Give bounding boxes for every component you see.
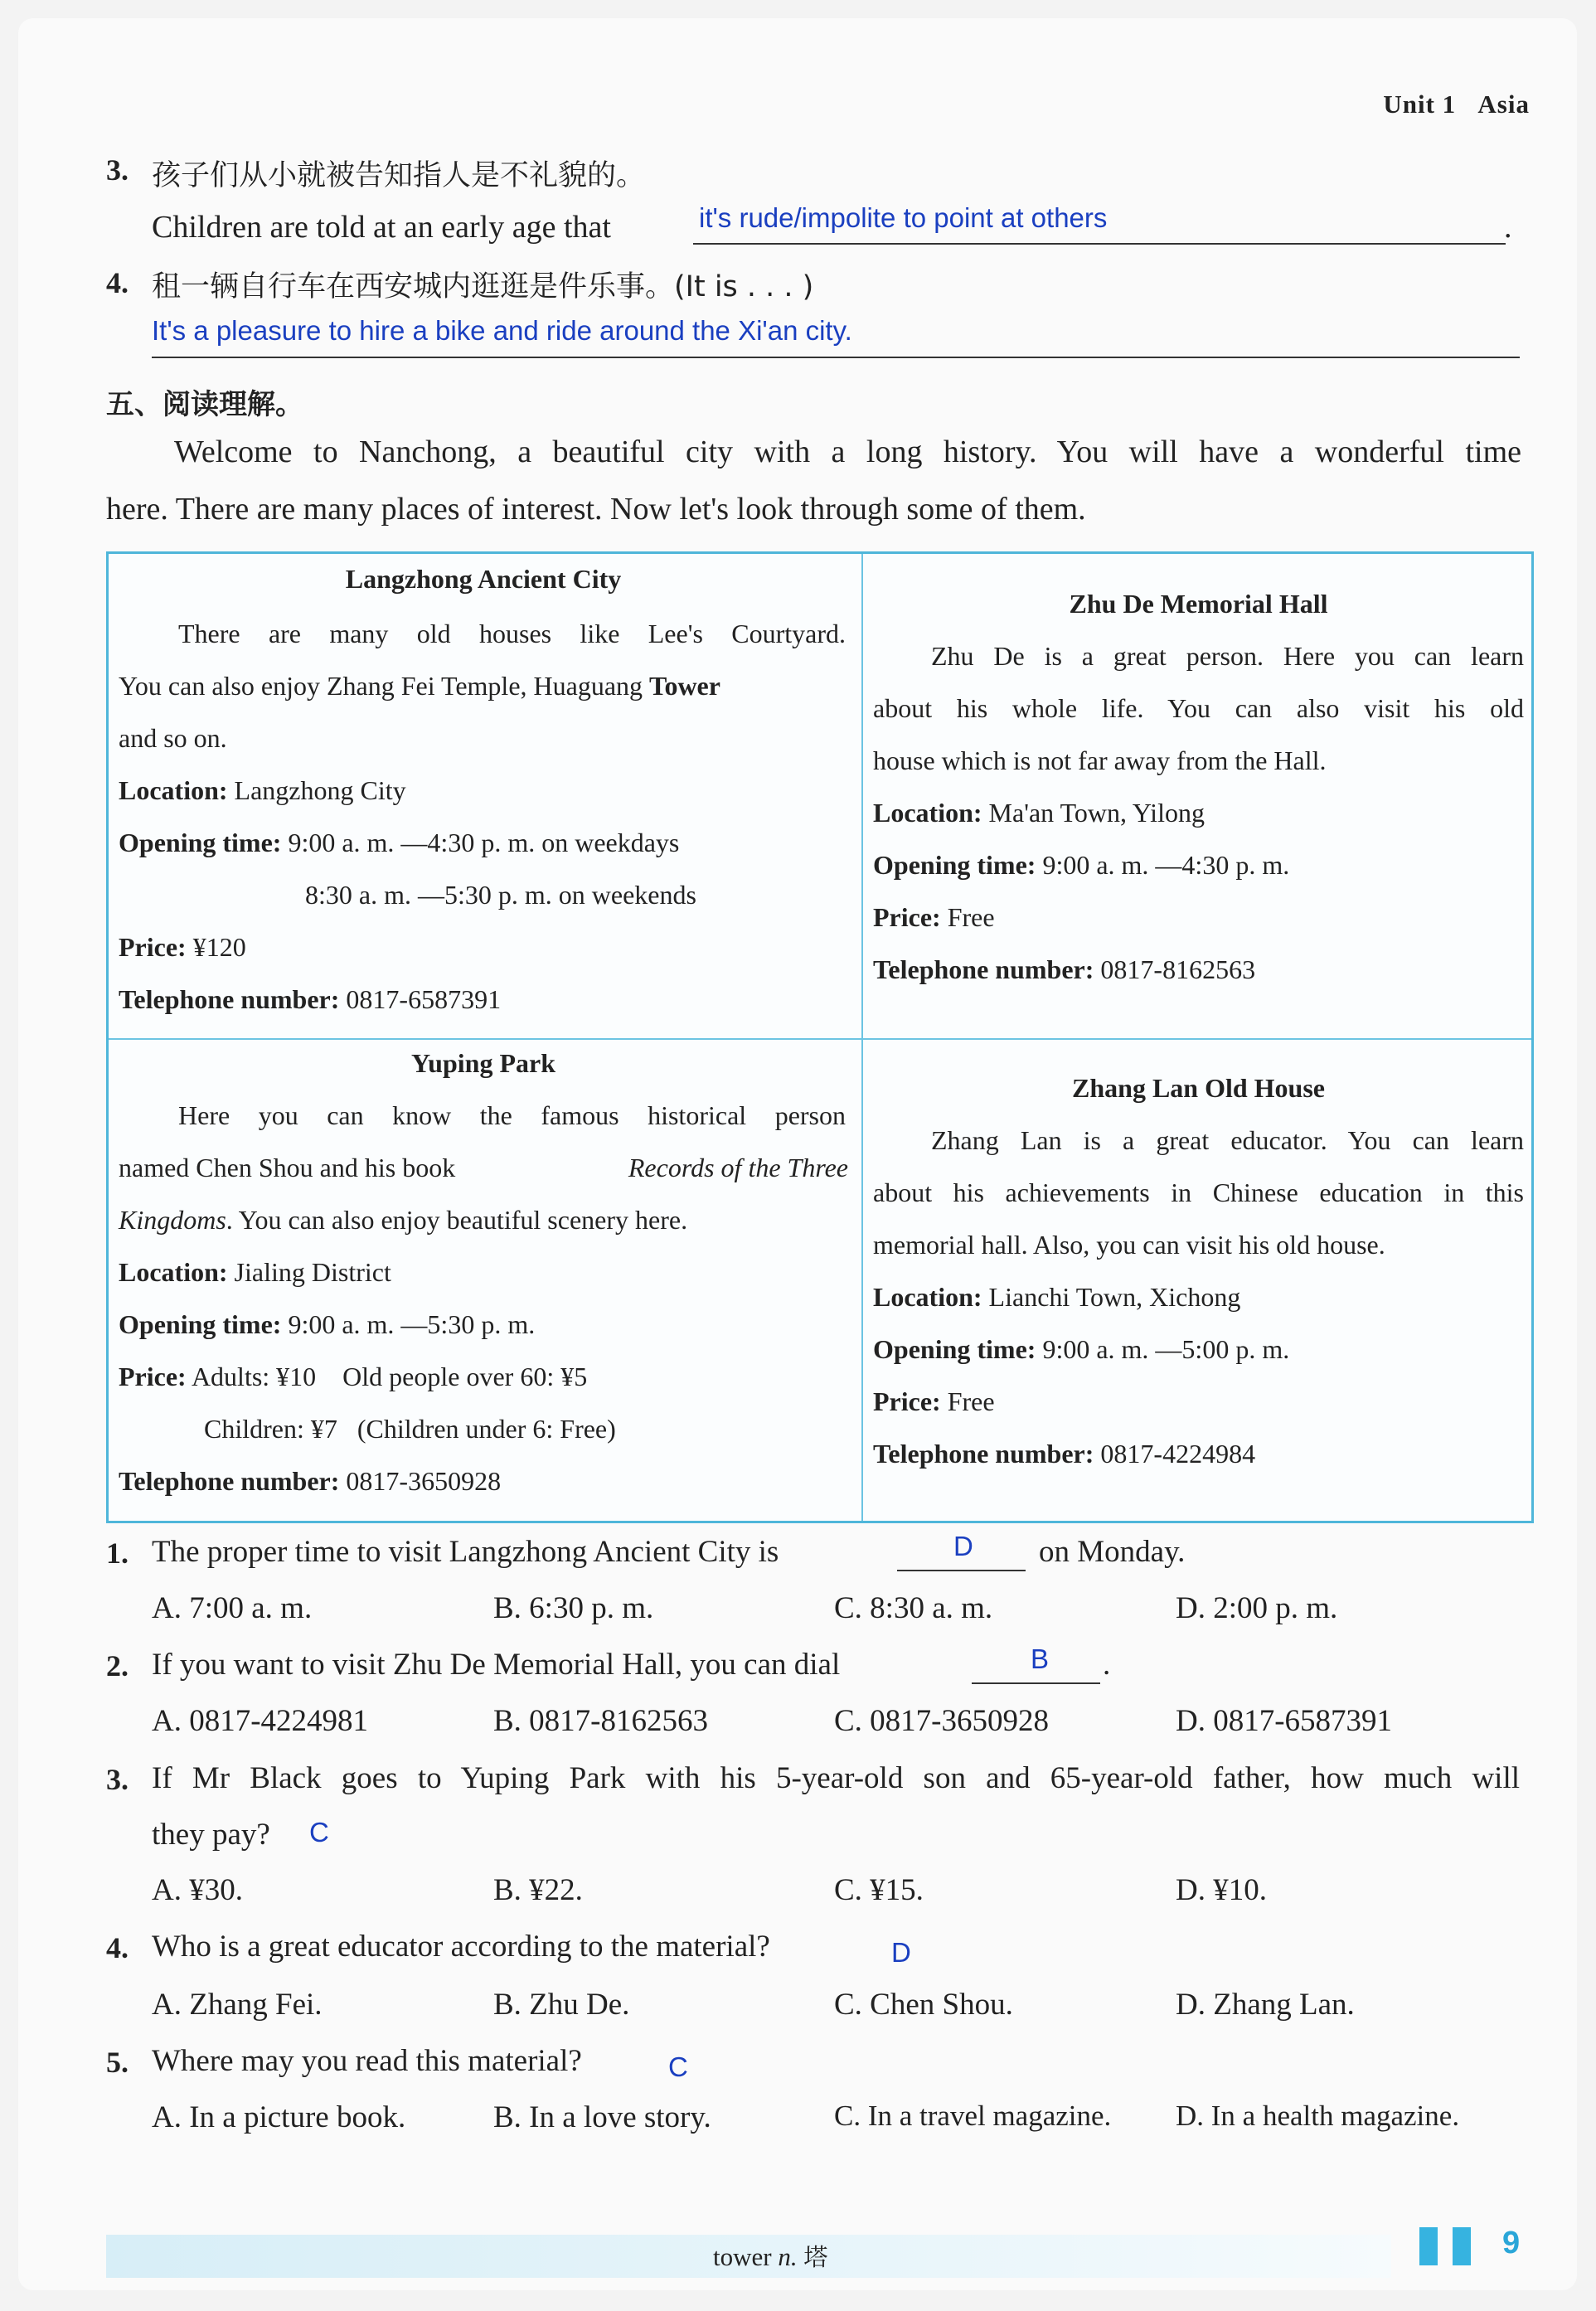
translation-q3-blank bbox=[693, 243, 1506, 245]
place-desc-line: memorial hall. Also, you can visit his old house. bbox=[873, 1230, 1385, 1260]
question-5-option-a[interactable]: A. In a picture book. bbox=[152, 2100, 406, 2134]
question-1-option-a[interactable]: A. 7:00 a. m. bbox=[152, 1591, 313, 1625]
question-2-option-a[interactable]: A. 0817-4224981 bbox=[152, 1704, 369, 1738]
place-location bbox=[873, 1282, 1240, 1313]
place-desc-line: Zhu De is a great person. Here you can learn bbox=[931, 641, 1524, 671]
question-3-number: 3. bbox=[106, 1763, 129, 1796]
opening-time-label: Opening time: bbox=[873, 1334, 1036, 1364]
footer-vocab bbox=[713, 2239, 827, 2273]
question-3-answer: C bbox=[309, 1817, 329, 1847]
page-number: 9 bbox=[1502, 2226, 1521, 2260]
place-opening-time-2: 8:30 a. m. —5:30 p. m. on weekends bbox=[305, 880, 696, 910]
question-5-text: Where may you read this material? bbox=[152, 2044, 582, 2078]
place-desc-text: named Chen Shou and his book bbox=[119, 1153, 456, 1182]
opening-time-label: Opening time: bbox=[119, 1309, 282, 1339]
place-desc-line bbox=[119, 1153, 848, 1183]
question-1-answer: D bbox=[953, 1531, 973, 1561]
location-label: Location: bbox=[119, 775, 228, 805]
place-title: Zhu De Memorial Hall bbox=[1069, 589, 1328, 619]
opening-time-value: 9:00 a. m. —5:00 p. m. bbox=[1042, 1334, 1290, 1364]
place-title: Langzhong Ancient City bbox=[345, 564, 622, 594]
translation-q3-number: 3. bbox=[106, 153, 129, 187]
location-label: Location: bbox=[873, 1282, 982, 1312]
place-telephone bbox=[119, 1466, 501, 1497]
question-4-option-a[interactable]: A. Zhang Fei. bbox=[152, 1988, 323, 2022]
price-value: Free bbox=[947, 902, 995, 932]
question-5-option-b[interactable]: B. In a love story. bbox=[493, 2100, 711, 2134]
question-5-option-c[interactable]: C. In a travel magazine. bbox=[834, 2100, 1112, 2132]
location-value: Ma'an Town, Yilong bbox=[988, 798, 1205, 828]
footer-meaning: 塔 bbox=[803, 2243, 828, 2271]
translation-q3-prefix: Children are told at an early age that bbox=[152, 210, 611, 245]
opening-time-label: Opening time: bbox=[119, 828, 282, 857]
translation-q4-blank bbox=[152, 357, 1520, 358]
location-value: Jialing District bbox=[234, 1257, 391, 1287]
location-label: Location: bbox=[119, 1257, 228, 1287]
opening-time-label: Opening time: bbox=[873, 850, 1036, 880]
place-desc-line: about his whole life. You can also visit his old bbox=[873, 693, 1524, 723]
page-header bbox=[1383, 90, 1530, 119]
question-1-number: 1. bbox=[106, 1537, 129, 1570]
place-zhanglan bbox=[873, 1073, 1524, 1517]
unit-topic: Asia bbox=[1477, 90, 1530, 119]
price-value: ¥120 bbox=[192, 932, 246, 962]
telephone-value: 0817-8162563 bbox=[1100, 954, 1256, 984]
price-label: Price: bbox=[119, 1362, 187, 1391]
question-3-option-a[interactable]: A. ¥30. bbox=[152, 1873, 243, 1907]
question-1-text: The proper time to visit Langzhong Ancient City is bbox=[152, 1535, 779, 1569]
place-desc-line: and so on. bbox=[119, 723, 227, 753]
opening-time-value: 9:00 a. m. —4:30 p. m. on weekdays bbox=[288, 828, 680, 857]
question-4-answer: D bbox=[891, 1937, 911, 1968]
telephone-value: 0817-6587391 bbox=[346, 984, 502, 1014]
telephone-label: Telephone number: bbox=[119, 1466, 340, 1496]
question-2-text: If you want to visit Zhu De Memorial Hall, you can dial bbox=[152, 1648, 841, 1682]
question-4-option-b[interactable]: B. Zhu De. bbox=[493, 1988, 630, 2022]
place-desc-bold: Tower bbox=[649, 671, 720, 701]
telephone-value: 0817-3650928 bbox=[346, 1466, 502, 1496]
place-desc-line: house which is not far away from the Hall. bbox=[873, 745, 1327, 775]
intro-line-1: Welcome to Nanchong, a beautiful city with a long history. You will have a wonderful time bbox=[174, 435, 1521, 469]
place-opening-time bbox=[873, 1334, 1289, 1365]
translation-q3-end: . bbox=[1504, 210, 1512, 245]
question-1-blank bbox=[897, 1570, 1026, 1571]
places-table bbox=[106, 551, 1534, 1523]
opening-time-value: 9:00 a. m. —4:30 p. m. bbox=[1042, 850, 1290, 880]
price-label: Price: bbox=[873, 902, 941, 932]
location-label: Location: bbox=[873, 798, 982, 828]
question-2-option-c[interactable]: C. 0817-3650928 bbox=[834, 1704, 1049, 1738]
page-marker-bar bbox=[1419, 2227, 1438, 2265]
location-value: Langzhong City bbox=[234, 775, 406, 805]
question-1-option-b[interactable]: B. 6:30 p. m. bbox=[493, 1591, 654, 1625]
location-value: Lianchi Town, Xichong bbox=[988, 1282, 1241, 1312]
question-3-option-c[interactable]: C. ¥15. bbox=[834, 1873, 924, 1907]
translation-q4-answer: It's a pleasure to hire a bike and ride around the Xi'an city. bbox=[152, 315, 852, 346]
question-1-after: on Monday. bbox=[1039, 1535, 1186, 1569]
unit-label: Unit 1 bbox=[1383, 90, 1457, 119]
telephone-label: Telephone number: bbox=[873, 1439, 1094, 1469]
place-desc-italic: Records of the Three bbox=[628, 1153, 848, 1182]
table-divider-horizontal bbox=[109, 1038, 1531, 1040]
question-5-number: 5. bbox=[106, 2046, 129, 2079]
question-3-option-b[interactable]: B. ¥22. bbox=[493, 1873, 583, 1907]
price-value: Adults: ¥10 Old people over 60: ¥5 bbox=[191, 1362, 588, 1391]
place-desc-line: about his achievements in Chinese education in this bbox=[873, 1177, 1524, 1207]
place-price bbox=[873, 1386, 995, 1417]
place-telephone bbox=[873, 954, 1255, 985]
telephone-value: 0817-4224984 bbox=[1100, 1439, 1256, 1469]
place-price-2: Children: ¥7 (Children under 6: Free) bbox=[204, 1414, 616, 1444]
price-value: Free bbox=[947, 1386, 995, 1416]
place-desc-line bbox=[119, 671, 848, 702]
table-divider-vertical bbox=[861, 554, 863, 1521]
question-4-text: Who is a great educator according to the material? bbox=[152, 1930, 770, 1964]
place-price bbox=[119, 932, 246, 963]
place-telephone bbox=[119, 984, 501, 1015]
place-location bbox=[119, 775, 406, 806]
price-label: Price: bbox=[119, 932, 187, 962]
opening-time-value: 9:00 a. m. —5:30 p. m. bbox=[288, 1309, 536, 1339]
place-title: Zhang Lan Old House bbox=[1072, 1073, 1325, 1103]
translation-q3-answer: it's rude/impolite to point at others bbox=[699, 202, 1108, 233]
place-desc-line: There are many old houses like Lee's Courtyard. bbox=[178, 619, 846, 648]
question-1-option-c[interactable]: C. 8:30 a. m. bbox=[834, 1591, 993, 1625]
question-2-option-b[interactable]: B. 0817-8162563 bbox=[493, 1704, 708, 1738]
place-yuping bbox=[119, 1048, 848, 1517]
question-2-blank bbox=[972, 1682, 1100, 1684]
question-5-option-d[interactable]: D. In a health magazine. bbox=[1176, 2100, 1460, 2132]
place-desc-line: Zhang Lan is a great educator. You can learn bbox=[931, 1125, 1524, 1155]
telephone-label: Telephone number: bbox=[873, 954, 1094, 984]
place-zhude bbox=[873, 589, 1524, 1028]
place-desc-text: You can also enjoy Zhang Fei Temple, Huaguang bbox=[119, 671, 643, 701]
place-desc-line bbox=[119, 1205, 687, 1236]
place-telephone bbox=[873, 1439, 1255, 1469]
place-title: Yuping Park bbox=[411, 1048, 555, 1078]
page-marker-bar bbox=[1453, 2227, 1471, 2265]
place-price bbox=[119, 1362, 587, 1392]
place-opening-time bbox=[873, 850, 1289, 881]
question-1-option-d[interactable]: D. 2:00 p. m. bbox=[1176, 1591, 1338, 1625]
place-price bbox=[873, 902, 995, 933]
question-3-text-2: they pay? bbox=[152, 1818, 270, 1852]
place-location bbox=[119, 1257, 391, 1288]
intro-line-2: here. There are many places of interest. Now let's look through some of them. bbox=[106, 492, 1086, 527]
telephone-label: Telephone number: bbox=[119, 984, 340, 1014]
place-opening-time bbox=[119, 1309, 535, 1340]
footer-word: tower bbox=[713, 2242, 772, 2271]
question-3-option-d[interactable]: D. ¥10. bbox=[1176, 1873, 1267, 1907]
question-4-option-c[interactable]: C. Chen Shou. bbox=[834, 1988, 1013, 2022]
question-3-text: If Mr Black goes to Yuping Park with his 5-year-old son and 65-year-old father, how much will bbox=[152, 1761, 1520, 1795]
place-desc-italic: Kingdoms bbox=[119, 1205, 226, 1235]
question-2-number: 2. bbox=[106, 1649, 129, 1682]
translation-q4-number: 4. bbox=[106, 266, 129, 299]
place-desc-line: Here you can know the famous historical person bbox=[178, 1100, 846, 1130]
question-4-number: 4. bbox=[106, 1931, 129, 1964]
question-2-after: . bbox=[1103, 1648, 1111, 1682]
place-opening-time bbox=[119, 828, 679, 858]
section-title: 五、阅读理解。 bbox=[106, 388, 303, 421]
footer-pos: n. bbox=[778, 2242, 798, 2271]
price-label: Price: bbox=[873, 1386, 941, 1416]
translation-q3-chinese: 孩子们从小就被告知指人是不礼貌的。 bbox=[152, 159, 646, 192]
question-2-answer: B bbox=[1031, 1643, 1050, 1674]
translation-q4-chinese: 租一辆自行车在西安城内逛逛是件乐事。(It is . . . ) bbox=[152, 270, 814, 303]
place-desc-text: . You can also enjoy beautiful scenery here. bbox=[226, 1205, 688, 1235]
question-4-option-d[interactable]: D. Zhang Lan. bbox=[1176, 1988, 1355, 2022]
question-2-option-d[interactable]: D. 0817-6587391 bbox=[1176, 1704, 1393, 1738]
place-location bbox=[873, 798, 1205, 828]
question-5-answer: C bbox=[668, 2051, 688, 2082]
place-langzhong bbox=[119, 564, 848, 1028]
